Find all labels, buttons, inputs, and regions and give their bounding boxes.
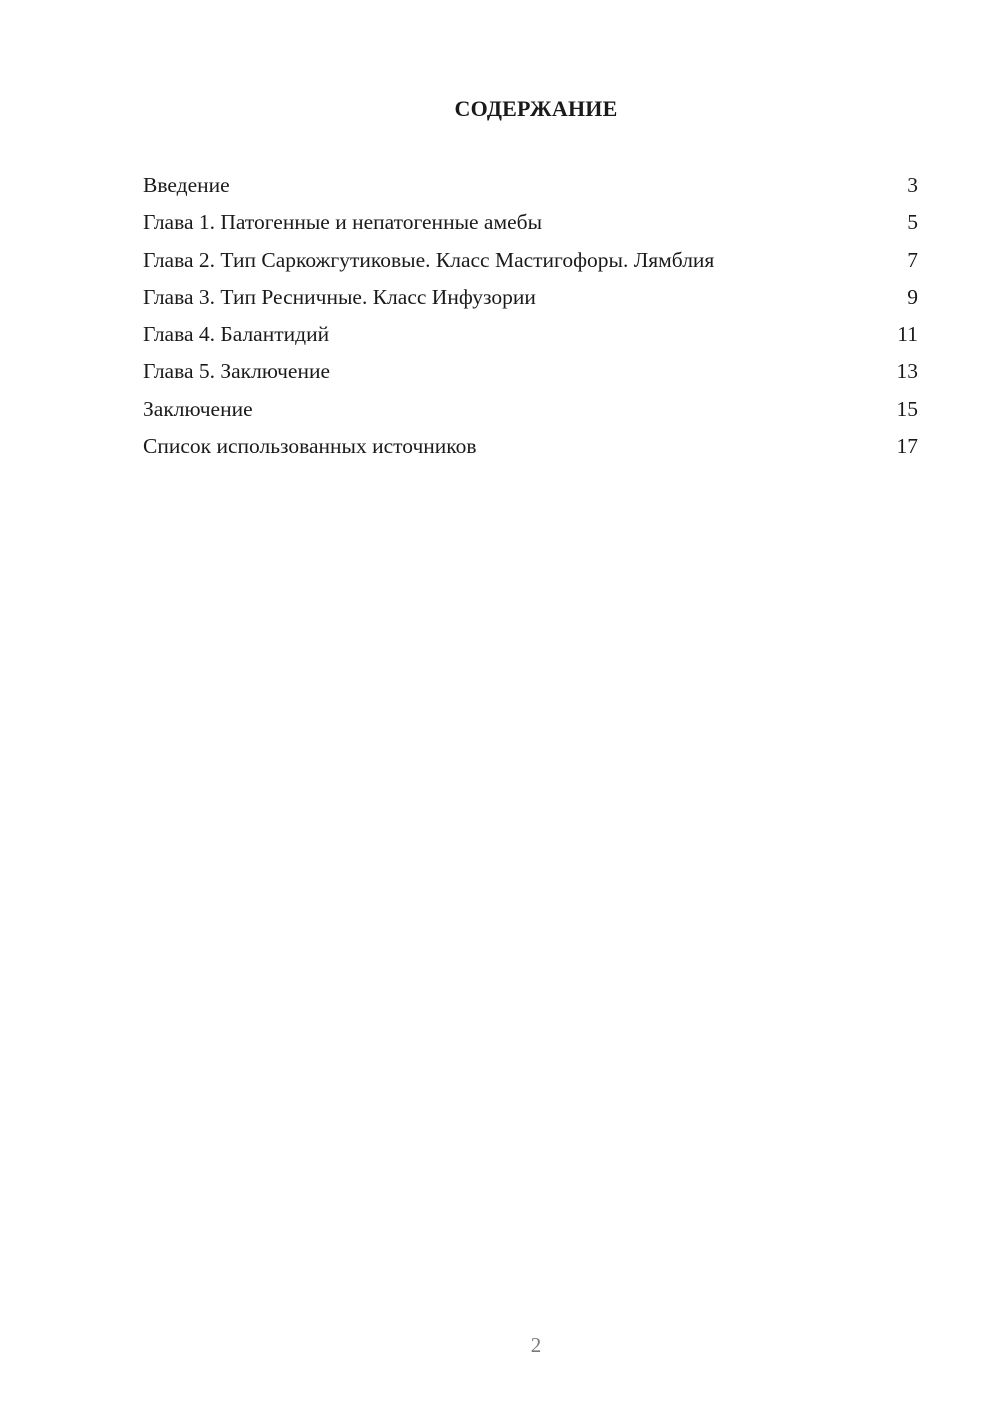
toc-entry-chapter-1[interactable] — [143, 204, 918, 241]
table-of-contents — [143, 167, 918, 465]
toc-entry-title: Список использованных источников — [143, 434, 477, 459]
toc-entry-references[interactable] — [143, 428, 918, 465]
toc-entry-page: 15 — [896, 396, 918, 421]
toc-entry-title: Глава 1. Патогенные и непатогенные амебы — [143, 210, 543, 235]
toc-entry-title: Глава 2. Тип Саркожгутиковые. Класс Мастигофоры. Лямблия — [143, 247, 715, 272]
toc-entry-chapter-3[interactable] — [143, 279, 918, 316]
toc-entry-title: Глава 5. Заключение — [143, 359, 331, 384]
toc-entry-page: 9 — [907, 284, 918, 309]
toc-entry-title: Глава 3. Тип Ресничные. Класс Инфузории — [143, 284, 536, 309]
page-number: 2 — [530, 1333, 542, 1357]
toc-entry-page: 17 — [896, 434, 918, 459]
toc-entry-title: Введение — [143, 173, 230, 197]
toc-entry-page: 11 — [897, 322, 918, 347]
toc-entry-conclusion[interactable] — [143, 391, 918, 428]
toc-entry-title: Глава 4. Балантидий — [143, 322, 330, 347]
toc-entry-title: Заключение — [143, 396, 253, 421]
toc-entry-page: 13 — [896, 359, 918, 384]
page-title: СОДЕРЖАНИЕ — [454, 96, 618, 121]
toc-entry-introduction[interactable] — [143, 167, 918, 204]
toc-entry-chapter-4[interactable] — [143, 316, 918, 353]
toc-entry-page: 7 — [907, 247, 918, 272]
toc-entry-chapter-5[interactable] — [143, 353, 918, 390]
toc-entry-page: 3 — [907, 173, 918, 197]
toc-entry-chapter-2[interactable] — [143, 242, 918, 279]
toc-entry-page: 5 — [907, 210, 918, 235]
